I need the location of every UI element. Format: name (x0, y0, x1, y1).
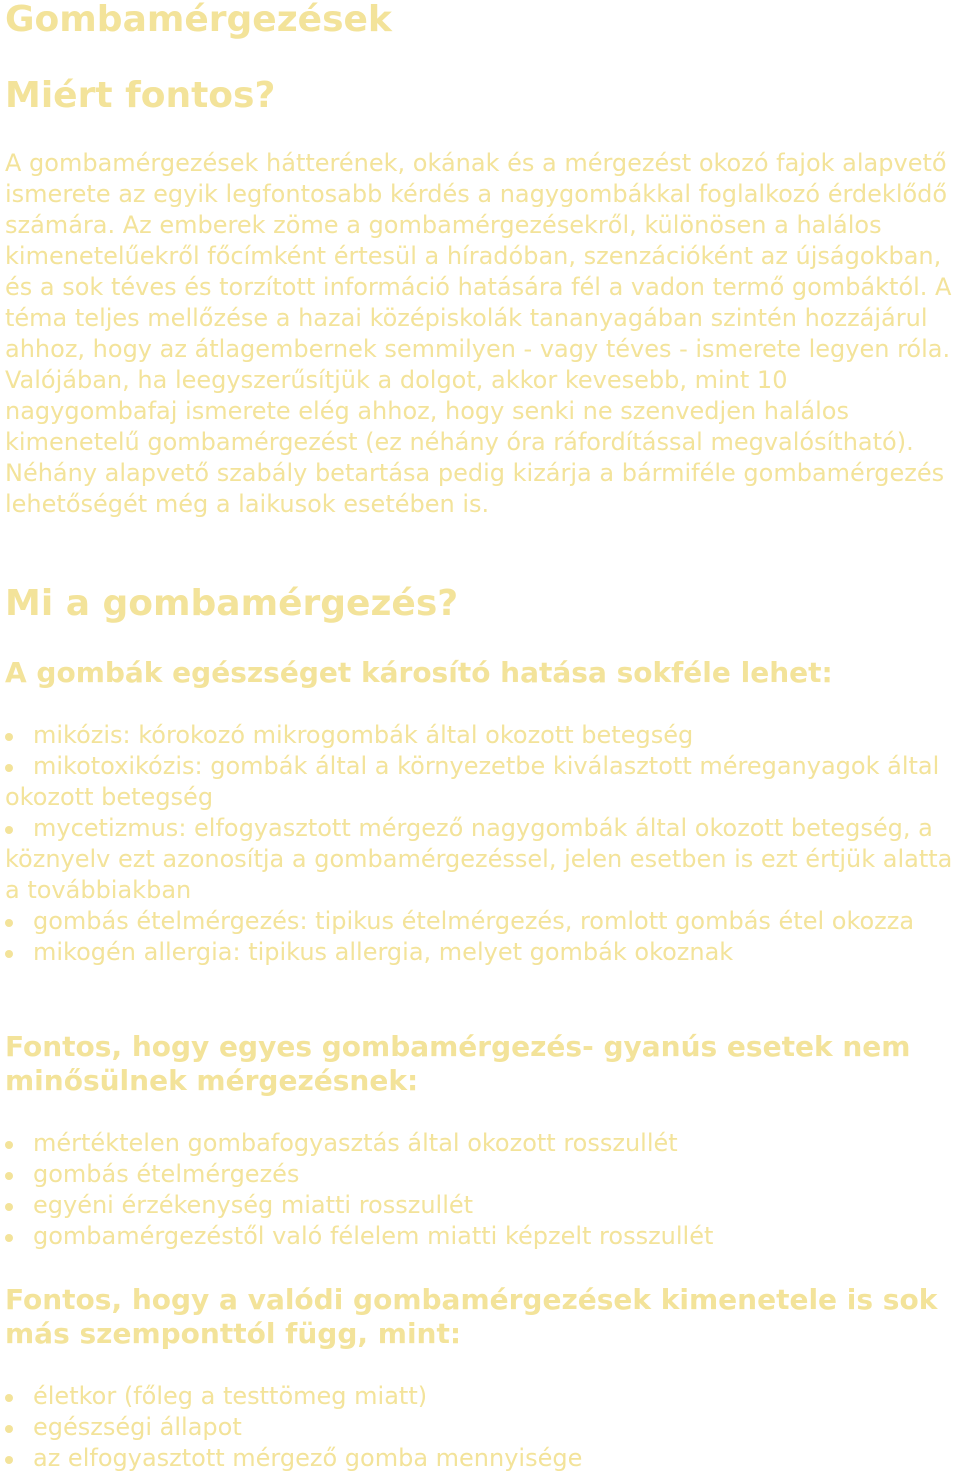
list-item: mértéktelen gombafogyasztás által okozott rosszullét (5, 1128, 960, 1159)
bullet-icon (5, 919, 13, 927)
list-item: életkor (főleg a testtömeg miatt) (5, 1381, 960, 1412)
bullet-icon (5, 733, 13, 741)
outcome-factors-list (5, 1381, 960, 1474)
bullet-icon (5, 1456, 13, 1464)
bullet-icon (5, 1141, 13, 1149)
bullet-icon (5, 826, 13, 834)
bullet-icon (5, 1425, 13, 1433)
subheading-outcome-factors: Fontos, hogy a valódi gombamérgezések kimenetele is sok más szemponttól függ, mint: (5, 1283, 938, 1350)
harmful-effects-list (5, 720, 960, 968)
list-item: egyéni érzékenység miatti rosszullét (5, 1190, 960, 1221)
list-item: egészségi állapot (5, 1412, 960, 1443)
list-item: mikogén allergia: tipikus allergia, melyet gombák okoznak (5, 937, 960, 968)
bullet-icon (5, 1172, 13, 1180)
list-item: gombás ételmérgezés: tipikus ételmérgezés, romlott gombás étel okozza (5, 906, 960, 937)
section-heading-what-is-poisoning: Mi a gombamérgezés? (5, 583, 459, 624)
intro-paragraph: A gombamérgezések hátterének, okának és a mérgezést okozó fajok alapvető ismerete az egyik legfontosabb kérdés a nagygombákkal foglalkozó érdeklődő számára. Az emberek zöme a gombamérgezésekről, különösen a halálos kimenetelűekről főcímként értesül a híradóban, szenzációként az újságokban, és a sok téves és torzított információ hatására fél a vadon termő gombáktól. A téma teljes mellőzése a hazai középiskolák tananyagában szintén hozzájárul ahhoz, hogy az átlagembernek semmilyen - vagy téves - ismerete legyen róla. Valójában, ha leegyszerűsítjük a dolgot, akkor kevesebb, mint 10 nagygombafaj ismerete elég ahhoz, hogy senki ne szenvedjen halálos kimenetelű gombamérgezést (ez néhány óra ráfordítással megvalósítható). Néhány alapvető szabály betartása pedig kizárja a bármiféle gombamérgezés lehetőségét még a laikusok esetében is. (5, 149, 952, 518)
section-heading-why-important: Miért fontos? (5, 75, 276, 116)
bullet-icon (5, 1234, 13, 1242)
page-title: Gombamérgezések (5, 0, 392, 40)
subheading-harmful-effects: A gombák egészséget károsító hatása sokféle lehet: (5, 656, 833, 689)
list-item: mikózis: kórokozó mikrogombák által okozott betegség (5, 720, 960, 751)
list-item: mycetizmus: elfogyasztott mérgező nagygombák által okozott betegség, a köznyelv ezt azonosítja a gombamérgezéssel, jelen esetben is ezt értjük alatta a továbbiakban (5, 814, 953, 904)
list-item: gombás ételmérgezés (5, 1159, 960, 1190)
bullet-icon (5, 1203, 13, 1211)
list-item: az elfogyasztott mérgező gomba mennyisége (5, 1443, 960, 1474)
not-poisoning-list (5, 1128, 960, 1252)
bullet-icon (5, 1394, 13, 1402)
list-item: gombamérgezéstől való félelem miatti képzelt rosszullét (5, 1221, 960, 1252)
list-item: mikotoxikózis: gombák által a környezetbe kiválasztott méreganyagok által okozott betegség (5, 752, 940, 811)
bullet-icon (5, 950, 13, 958)
bullet-icon (5, 764, 13, 772)
subheading-not-poisoning: Fontos, hogy egyes gombamérgezés- gyanús esetek nem minősülnek mérgezésnek: (5, 1030, 911, 1097)
